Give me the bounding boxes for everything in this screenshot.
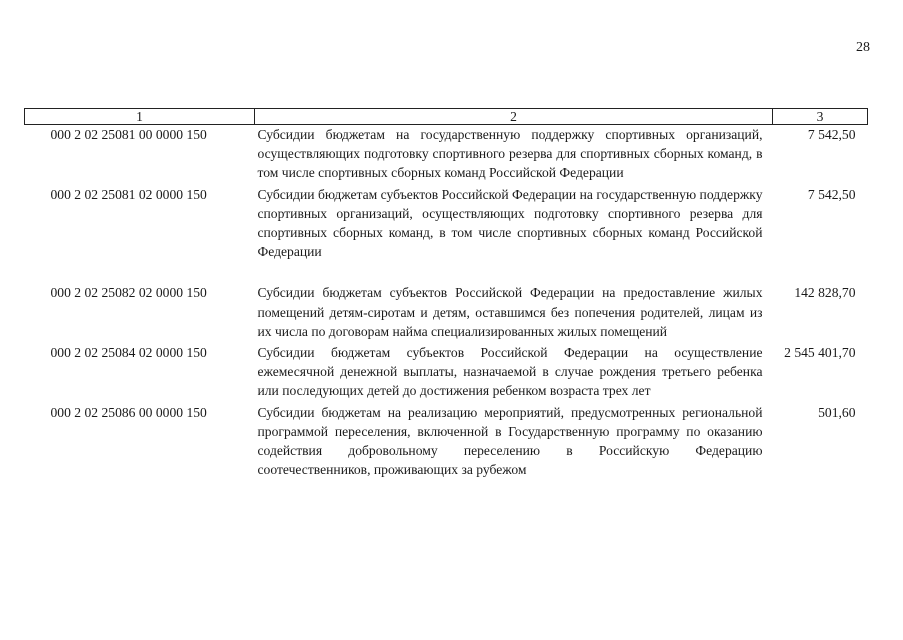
budget-amount: 142 828,70 (794, 285, 856, 301)
budget-code: 000 2 02 25084 02 0000 150 (50, 345, 207, 361)
budget-code: 000 2 02 25081 02 0000 150 (50, 186, 207, 202)
budget-description: Субсидии бюджетам на реализацию мероприятий, предусмотренных региональной программой переселения, включенной в Государственную программу по оказанию содействия добровольному переселению в Российскую Федерацию соотечественников, проживающих за рубежом (257, 404, 763, 478)
budget-amount: 7 542,50 (807, 127, 856, 142)
budget-description: Субсидии бюджетам субъектов Российской Федерации на осуществление ежемесячной денежной выплаты, назначаемой в случае рождения третьего ребенка или последующих детей до достижения ребенком возраста трех лет (257, 345, 763, 399)
budget-table (24, 108, 868, 481)
budget-description: Субсидии бюджетам на государственную поддержку спортивных организаций, осуществляющих подготовку спортивного резерва для спортивных сборных команд, в том числе спортивных сборных команд Российской Федерации (257, 127, 763, 181)
table-header-row (25, 109, 868, 125)
page-number: 28 (856, 40, 870, 55)
column-header-1: 1 (25, 109, 255, 125)
budget-description: Субсидии бюджетам субъектов Российской Федерации на предоставление жилых помещений детям-сиротам и детям, оставшимся без попечения родителей, лицам из их числа по договорам найма специализированных жилых помещений (257, 285, 763, 339)
budget-code: 000 2 02 25082 02 0000 150 (50, 285, 207, 301)
table-row (25, 343, 868, 403)
table-row (25, 125, 868, 185)
column-header-2: 2 (255, 109, 773, 125)
table-row (25, 403, 868, 482)
budget-code: 000 2 02 25086 00 0000 150 (50, 404, 207, 420)
table-row (25, 185, 868, 284)
budget-amount: 501,60 (818, 404, 856, 420)
budget-code: 000 2 02 25081 00 0000 150 (50, 127, 207, 142)
budget-description: Субсидии бюджетам субъектов Российской Федерации на государственную поддержку спортивных организаций, осуществляющих подготовку спортивного резерва для спортивных сборных команд, в том числе спортивных сборных команд Российской Федерации (257, 186, 763, 260)
budget-amount: 7 542,50 (807, 186, 856, 202)
budget-amount: 2 545 401,70 (784, 345, 856, 361)
column-header-3: 3 (773, 109, 868, 125)
table-row (25, 283, 868, 343)
